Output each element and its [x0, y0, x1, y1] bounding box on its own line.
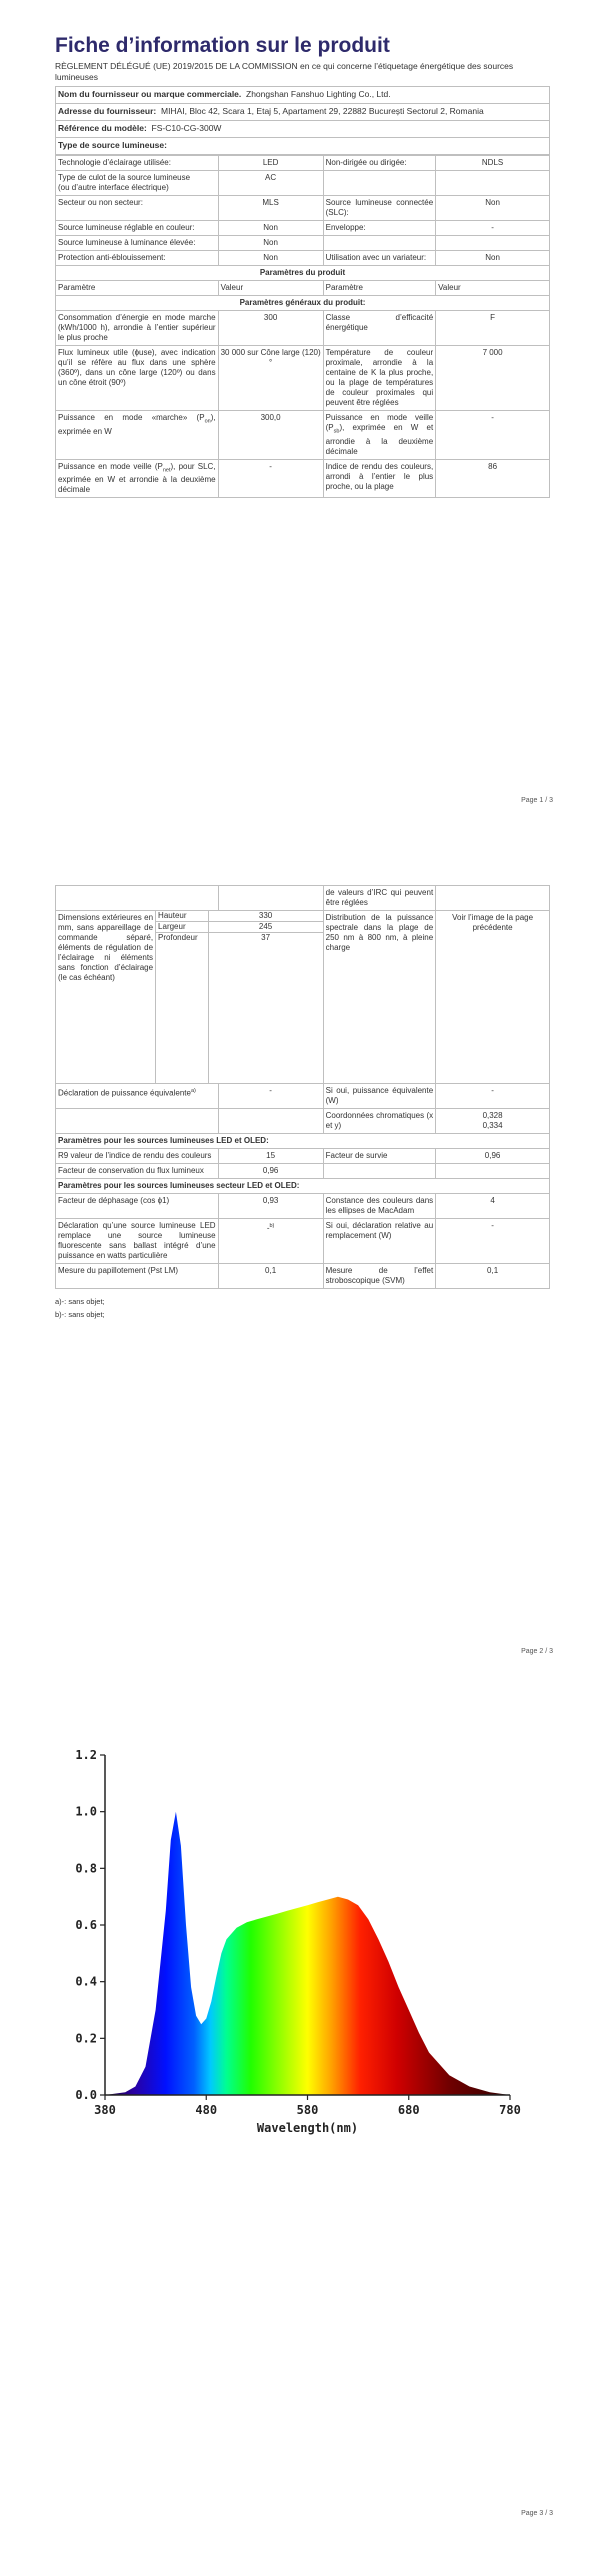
- type-heading: Type de source lumineuse:: [56, 138, 550, 155]
- spectrum-chart: [55, 1740, 535, 2140]
- table-row: [56, 196, 550, 221]
- chroma-value: [436, 1109, 550, 1134]
- cap-label-line-2: (ou d’autre interface électrique): [58, 183, 169, 192]
- address-cell: [56, 104, 550, 121]
- dims-row: [156, 911, 323, 922]
- width-value: 245: [208, 922, 323, 933]
- replace-yes-label: Si oui, déclaration relative au remplacement (W): [323, 1219, 436, 1264]
- document-title: Fiche d’information sur le produit: [55, 34, 390, 57]
- regulation-text: RÈGLEMENT DÉLÉGUÉ (UE) 2019/2015 DE LA COMMISSION en ce qui concerne l’étiquetage énergétique des sources lumineuses: [55, 61, 514, 82]
- address-row: [56, 104, 550, 121]
- table-row: [56, 236, 550, 251]
- chroma-x: 0,328: [482, 1111, 503, 1120]
- supplier-label: Nom du fournisseur ou marque commerciale.: [58, 89, 242, 99]
- mains-heading-row: [56, 1179, 550, 1194]
- x-tick-label: 780: [499, 2103, 521, 2117]
- supplier-cell: [56, 87, 550, 104]
- netstandby-sub: net: [162, 467, 171, 474]
- y-tick-label: 1.2: [75, 1748, 97, 1762]
- general-heading-row: [56, 296, 550, 311]
- envelope-value: -: [436, 221, 550, 236]
- table-row: [56, 459, 550, 498]
- dims-row: [156, 933, 323, 1084]
- dimmable-label: Utilisation avec un variateur:: [323, 251, 436, 266]
- y-tick-label: 0.4: [75, 1974, 97, 1989]
- page-number: Page 1 / 3: [521, 797, 553, 804]
- page-2-content: [55, 885, 550, 1321]
- onmode-label: [56, 411, 219, 460]
- y-tick-label: 1.0: [75, 1804, 97, 1819]
- y-tick-label: 0.2: [75, 2031, 97, 2046]
- address-value: MIHAI, Bloc 42, Scara 1, Etaj 5, Apartament 29, 22882 București Sectorul 2, Romania: [160, 106, 484, 116]
- x-tick-label: 380: [94, 2103, 116, 2117]
- anti-glare-value: Non: [218, 251, 323, 266]
- cct-value: 7 000: [436, 346, 550, 411]
- table-row: [56, 886, 550, 911]
- cap-label: [56, 171, 219, 196]
- table-row: [56, 1164, 550, 1179]
- empty-cell: [436, 1164, 550, 1179]
- table-row: [56, 156, 550, 171]
- table-row: [56, 1084, 550, 1109]
- replace-value-text: -: [266, 1223, 270, 1233]
- chroma-label: Coordonnées chromatiques (x et y): [323, 1109, 436, 1134]
- table-row: [56, 911, 550, 1084]
- empty-cell: [56, 886, 219, 911]
- strobo-value: 0,1: [436, 1264, 550, 1289]
- table-row: [56, 311, 550, 346]
- r9-value: 15: [218, 1149, 323, 1164]
- page-number: Page 3 / 3: [521, 2510, 553, 2517]
- model-value: FS-C10-CG-300W: [151, 123, 222, 133]
- table-row: [56, 1194, 550, 1219]
- cri-label: Indice de rendu des couleurs, arrondi à l’entier le plus proche, ou la plage: [323, 459, 436, 498]
- model-label: Référence du modèle:: [58, 123, 147, 133]
- footnote-b: b)-: sans objet;: [55, 1310, 105, 1319]
- onmode-label-text: Puissance en mode «marche» (P: [58, 413, 205, 422]
- page-1: [0, 0, 603, 830]
- nondir-label: Non-dirigée ou dirigée:: [323, 156, 436, 171]
- empty-cell: [323, 236, 436, 251]
- table-row: [56, 1109, 550, 1134]
- equiv-value: -: [218, 1084, 323, 1109]
- netstandby-label: [56, 459, 219, 498]
- standby-value: -: [436, 411, 550, 460]
- dims-row: [156, 922, 323, 933]
- cap-label-line-1: Type de culot de la source lumineuse: [58, 173, 191, 182]
- netstandby-value: -: [218, 459, 323, 498]
- mains-label: Secteur ou non secteur:: [56, 196, 219, 221]
- empty-cell: [218, 1109, 323, 1134]
- empty-cell: [436, 171, 550, 196]
- macadam-label: Constance des couleurs dans les ellipses de MacAdam: [323, 1194, 436, 1219]
- table-row: [56, 221, 550, 236]
- empty-cell: [56, 1109, 219, 1134]
- dims-inner-table: [156, 911, 323, 1083]
- page-number: Page 2 / 3: [521, 1648, 553, 1655]
- tech-label: Technologie d’éclairage utilisée:: [56, 156, 219, 171]
- model-row: [56, 121, 550, 138]
- colour-tunable-label: Source lumineuse réglable en couleur:: [56, 221, 219, 236]
- product-table-2: [55, 885, 550, 1289]
- y-tick-label: 0.6: [75, 1918, 97, 1932]
- spd-label: Distribution de la puissance spectrale dans la plage de 250 nm à 800 nm, à pleine charge: [323, 911, 436, 1084]
- equiv-label: [56, 1084, 219, 1109]
- x-tick-label: 480: [195, 2103, 218, 2117]
- cap-value: AC: [218, 171, 323, 196]
- column-header-row: [56, 281, 550, 296]
- dimmable-value: Non: [436, 251, 550, 266]
- mains-heading: Paramètres pour les sources lumineuses secteur LED et OLED:: [56, 1179, 550, 1194]
- column-header-value: Valeur: [436, 281, 550, 296]
- height-label: Hauteur: [156, 911, 208, 922]
- onmode-value: 300,0: [218, 411, 323, 460]
- maint-label: Facteur de conservation du flux lumineux: [56, 1164, 219, 1179]
- dims-values: [156, 911, 324, 1084]
- equiv-yes-value: -: [436, 1084, 550, 1109]
- flicker-label: Mesure du papillotement (Pst LM): [56, 1264, 219, 1289]
- equiv-label-text: Déclaration de puissance équivalente: [58, 1088, 191, 1098]
- column-header-param: Paramètre: [323, 281, 436, 296]
- depth-value: 37: [261, 933, 271, 942]
- onmode-sub: on: [204, 418, 211, 425]
- cri-value: 86: [436, 459, 550, 498]
- empty-cell: [218, 886, 323, 911]
- x-tick-label: 680: [397, 2103, 420, 2117]
- standby-label-text: Puissance en mode veille (P: [325, 413, 434, 432]
- chroma-y: 0,334: [482, 1121, 503, 1130]
- maint-value: 0,96: [218, 1164, 323, 1179]
- replace-sup: b): [269, 1223, 275, 1229]
- cct-label: Température de couleur proximale, arrondie à la centaine de K la plus proche, ou la plage de températures de couleur proximales qui peuvent être réglées: [323, 346, 436, 411]
- replace-value: [218, 1219, 323, 1264]
- class-label: Classe d’efficacité énergétique: [323, 311, 436, 346]
- empty-cell: [436, 236, 550, 251]
- footnote-a: a)-: sans objet;: [55, 1297, 105, 1306]
- pf-label: Facteur de déphasage (cos ϕ1): [56, 1194, 219, 1219]
- page-3: [0, 1700, 603, 2560]
- footnotes: [55, 1295, 550, 1321]
- type-heading-row: [56, 138, 550, 155]
- energy-value: 300: [218, 311, 323, 346]
- anti-glare-label: Protection anti-éblouissement:: [56, 251, 219, 266]
- table-row: [56, 1219, 550, 1264]
- equiv-yes-label: Si oui, puissance équivalente (W): [323, 1084, 436, 1109]
- model-cell: [56, 121, 550, 138]
- connected-value: Non: [436, 196, 550, 221]
- strobo-label: Mesure de l’effet stroboscopique (SVM): [323, 1264, 436, 1289]
- replace-yes-value: -: [436, 1219, 550, 1264]
- column-header-value: Valeur: [218, 281, 323, 296]
- colour-tunable-value: Non: [218, 221, 323, 236]
- empty-cell: [323, 171, 436, 196]
- flicker-value: 0,1: [218, 1264, 323, 1289]
- table-row: [56, 411, 550, 460]
- address-label: Adresse du fournisseur:: [58, 106, 157, 116]
- netstandby-label-end: ), pour SLC, exprimée en W et arrondie à la deuxième décimale: [58, 461, 216, 495]
- params-heading-row: [56, 266, 550, 281]
- equiv-sup: a): [190, 1088, 196, 1094]
- empty-cell: [323, 1164, 436, 1179]
- connected-label: Source lumineuse connectée (SLC):: [323, 196, 436, 221]
- standby-sub: sb: [333, 428, 340, 435]
- pf-value: 0,93: [218, 1194, 323, 1219]
- table-row: [56, 1149, 550, 1164]
- empty-cell: [436, 886, 550, 911]
- macadam-value: 4: [436, 1194, 550, 1219]
- table-row: [56, 251, 550, 266]
- netstandby-label-text: Puissance en mode veille (P: [58, 461, 163, 471]
- energy-label: Consommation d’énergie en mode marche (kWh/1000 h), arrondie à l’entier supérieur le plus proche: [56, 311, 219, 346]
- y-tick-label: 0.8: [75, 1861, 97, 1876]
- led-heading: Paramètres pour les sources lumineuses LED et OLED:: [56, 1134, 550, 1149]
- class-value: F: [436, 311, 550, 346]
- page-2: [0, 830, 603, 1700]
- survival-value: 0,96: [436, 1149, 550, 1164]
- table-row: [56, 171, 550, 196]
- standby-label: [323, 411, 436, 460]
- height-value: 330: [208, 911, 323, 922]
- spd-value: Voir l’image de la page précédente: [436, 911, 550, 1084]
- r9-label: R9 valeur de l’indice de rendu des couleurs: [56, 1149, 219, 1164]
- dims-label: Dimensions extérieures en mm, sans appareillage de commande séparé, éléments de régulation de l’éclairage ni éléments sans fonction d’éclairage (le cas échéant): [56, 911, 156, 1084]
- onmode-label-end: ), exprimée en W: [58, 413, 216, 436]
- mains-value: MLS: [218, 196, 323, 221]
- y-tick-label: 0.0: [75, 2088, 97, 2102]
- x-tick-label: 580: [296, 2103, 319, 2117]
- plot-area: [75, 1748, 521, 2135]
- column-header-param: Paramètre: [56, 281, 219, 296]
- high-lum-label: Source lumineuse à luminance élevée:: [56, 236, 219, 251]
- supplier-value: Zhongshan Fanshuo Lighting Co., Ltd.: [246, 89, 391, 99]
- replace-label: Déclaration qu’une source lumineuse LED remplace une source lumineuse fluorescente sans ballast intégré d’une puissance en watts particulière: [56, 1219, 219, 1264]
- led-heading-row: [56, 1134, 550, 1149]
- table-row: [56, 1264, 550, 1289]
- envelope-label: Enveloppe:: [323, 221, 436, 236]
- cri-continuation: de valeurs d’IRC qui peuvent être réglées: [323, 886, 436, 911]
- tech-value: LED: [218, 156, 323, 171]
- params-heading: Paramètres du produit: [56, 266, 550, 281]
- nondir-value: NDLS: [436, 156, 550, 171]
- depth-label: Profondeur: [156, 933, 208, 1084]
- flux-label: Flux lumineux utile (ɸuse), avec indication qu’il se réfère au flux dans une sphère (360º), dans un cône large (120º) ou dans un cône étroit (90º): [56, 346, 219, 411]
- high-lum-value: Non: [218, 236, 323, 251]
- product-table-1: [55, 155, 550, 498]
- standby-label-end: ), exprimée en W et arrondie à la deuxième décimale: [325, 423, 434, 456]
- supplier-table: [55, 86, 550, 155]
- table-row: [56, 346, 550, 411]
- spectrum-area: [105, 1812, 510, 2095]
- survival-label: Facteur de survie: [323, 1149, 436, 1164]
- width-label: Largeur: [156, 922, 208, 933]
- x-axis-label: Wavelength(nm): [256, 2121, 359, 2135]
- page-1-content: [55, 33, 550, 498]
- supplier-row: [56, 87, 550, 104]
- flux-value: 30 000 sur Cône large (120)°: [218, 346, 323, 411]
- general-heading: Paramètres généraux du produit:: [56, 296, 550, 311]
